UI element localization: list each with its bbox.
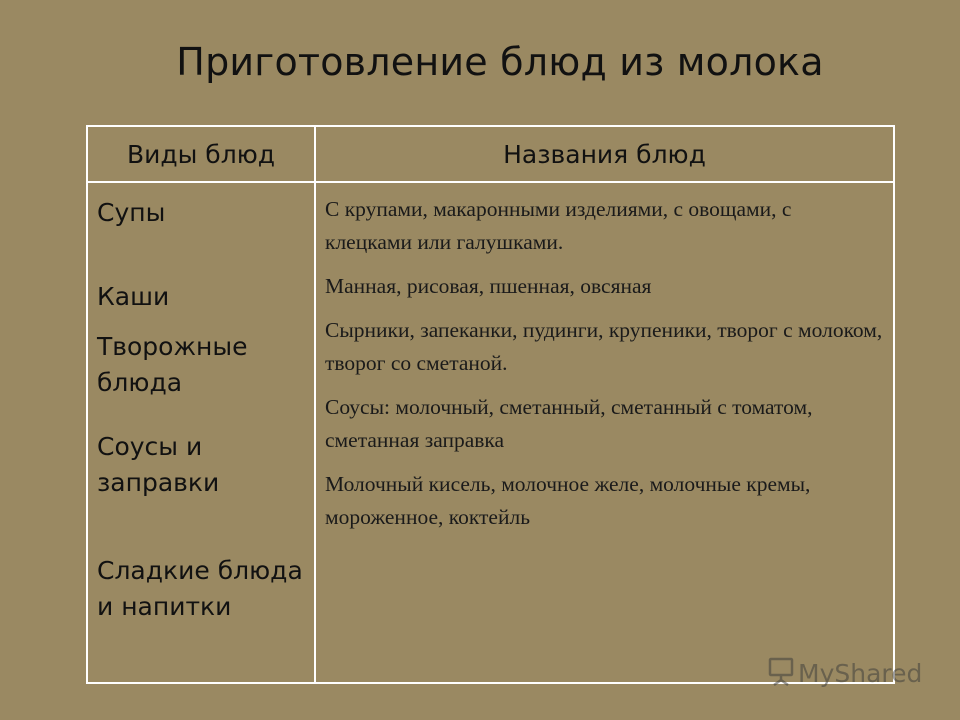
- dish-names-cell: [315, 182, 894, 683]
- dish-type-soups: Супы: [97, 198, 166, 227]
- table-body-row: [87, 182, 894, 683]
- dish-names-sauces: Соусы: молочный, сметанный, сметанный с томатом, сметанная заправка: [325, 395, 813, 452]
- dish-types-cell: [87, 182, 315, 683]
- header-dish-names: Названия блюд: [315, 126, 894, 182]
- watermark-text: MyShared: [798, 658, 923, 688]
- dish-type-curd-dishes: Творожные блюда: [97, 332, 248, 397]
- dish-names-soups: С крупами, макаронными изделиями, с овощами, с клецками или галушками.: [325, 197, 792, 254]
- presentation-screen-icon: [768, 656, 794, 690]
- table-header-row: [87, 126, 894, 182]
- dish-type-sauces: Соусы и заправки: [97, 432, 220, 497]
- dish-names-porridges: Манная, рисовая, пшенная, овсяная: [325, 274, 652, 298]
- dish-type-sweets: Сладкие блюда и напитки: [97, 556, 303, 621]
- header-dish-types: Виды блюд: [87, 126, 315, 182]
- slide-title: Приготовление блюд из молока: [176, 40, 824, 84]
- dishes-table: [86, 125, 895, 684]
- dish-type-porridges: Каши: [97, 282, 170, 311]
- watermark: [768, 656, 922, 690]
- dish-names-curd-dishes: Сырники, запеканки, пудинги, крупеники, творог с молоком, творог со сметаной.: [325, 318, 883, 375]
- dish-names-sweets: Молочный кисель, молочное желе, молочные кремы, мороженное, коктейль: [325, 472, 811, 529]
